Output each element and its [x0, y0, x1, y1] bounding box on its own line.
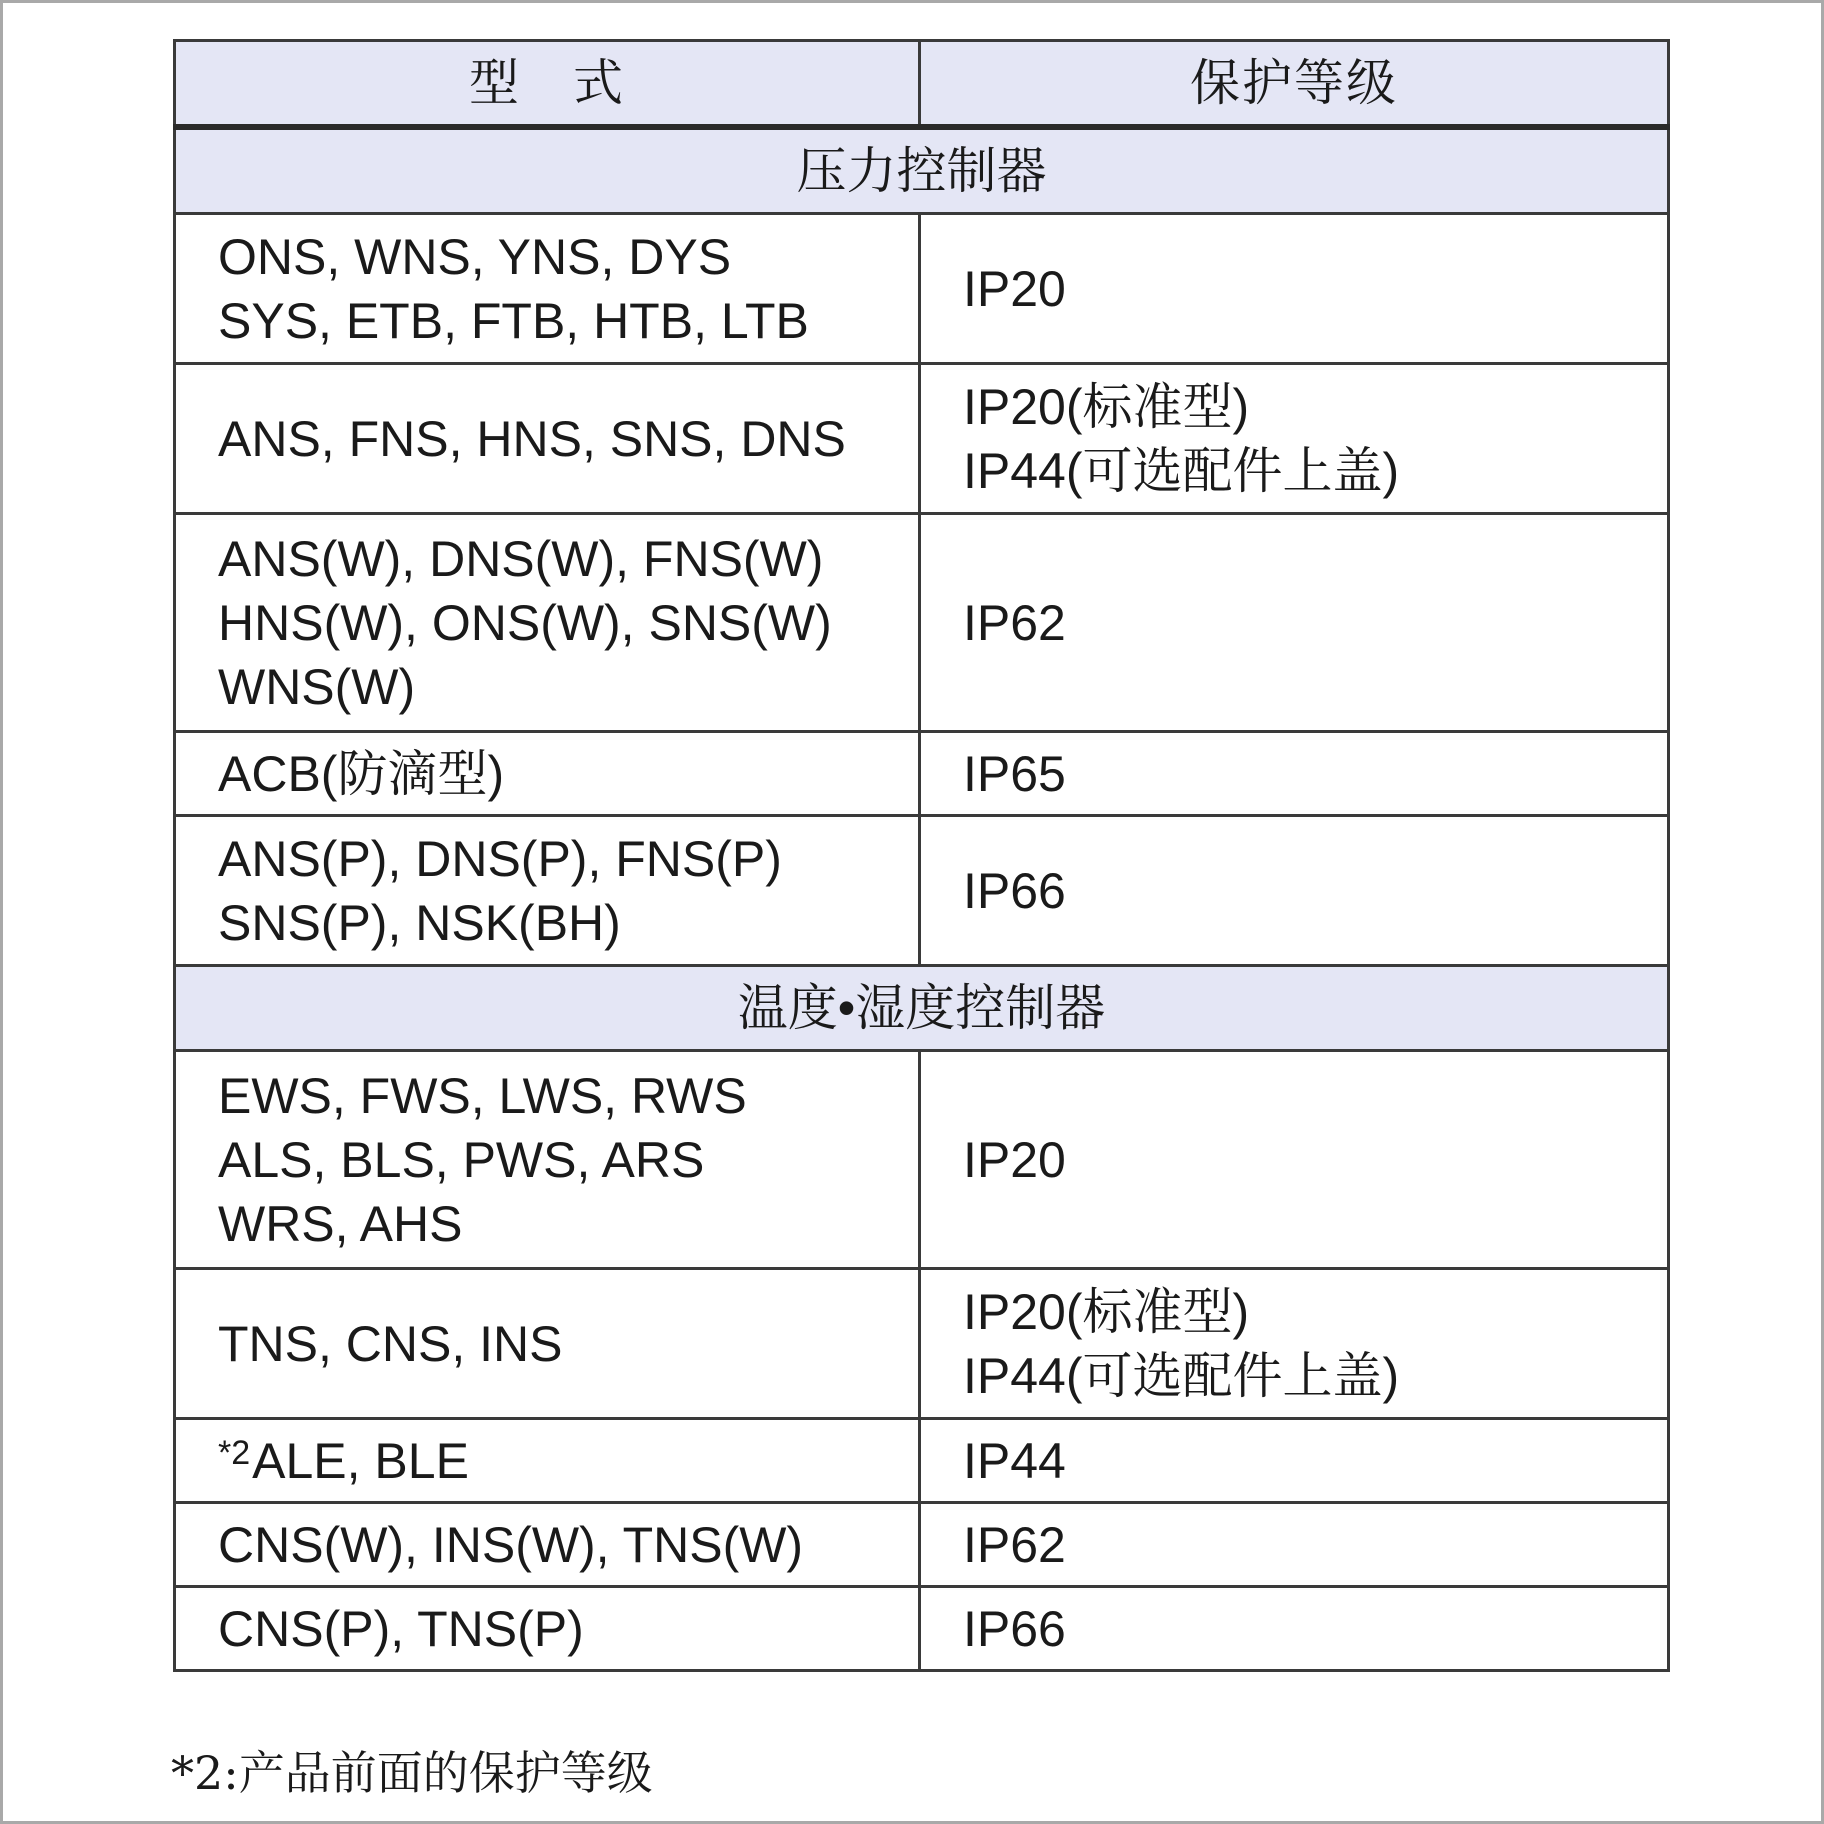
model-line: HNS(W), ONS(W), SNS(W) [218, 594, 832, 651]
section-title: 温度•湿度控制器 [175, 966, 1669, 1051]
table-row [175, 1051, 1669, 1269]
protection-level-line: IP66 [963, 1600, 1066, 1657]
header-model: 型 式 [175, 41, 920, 128]
protection-level-line: IP20 [963, 1131, 1066, 1188]
model-line: ACB(防滴型) [218, 745, 505, 802]
protection-level-line: IP20(标准型) [963, 1283, 1250, 1340]
protection-level-cell [920, 1051, 1669, 1269]
protection-level-line: IP20(标准型) [963, 378, 1250, 435]
protection-level-cell [920, 732, 1669, 816]
protection-level-cell [920, 1503, 1669, 1587]
model-cell [175, 732, 920, 816]
protection-level-cell [920, 1587, 1669, 1671]
footnote-marker: *2 [218, 1433, 251, 1472]
model-text: ALE, BLE [252, 1432, 469, 1489]
model-line: CNS(P), TNS(P) [218, 1600, 584, 1657]
model-cell [175, 1051, 920, 1269]
model-line: ANS, FNS, HNS, SNS, DNS [218, 410, 846, 467]
protection-level-cell [920, 364, 1669, 514]
section-row [175, 966, 1669, 1051]
model-line: WNS(W) [218, 658, 416, 715]
model-line: WRS, AHS [218, 1195, 463, 1252]
model-cell [175, 514, 920, 732]
section-row [175, 127, 1669, 214]
model-cell [175, 1269, 920, 1419]
model-line: EWS, FWS, LWS, RWS [218, 1067, 747, 1124]
protection-level-line: IP20 [963, 260, 1066, 317]
model-cell [175, 816, 920, 966]
model-cell [175, 1419, 920, 1503]
model-cell [175, 1587, 920, 1671]
table-row [175, 1269, 1669, 1419]
protection-level-line: IP65 [963, 745, 1066, 802]
table-header-row [175, 41, 1669, 128]
table-row [175, 514, 1669, 732]
model-line: SYS, ETB, FTB, HTB, LTB [218, 292, 809, 349]
ip-rating-table [173, 39, 1670, 1672]
table-row [175, 732, 1669, 816]
model-line [218, 1429, 918, 1493]
protection-level-cell [920, 214, 1669, 364]
protection-level-line: IP44(可选配件上盖) [963, 1347, 1400, 1404]
model-line: TNS, CNS, INS [218, 1315, 563, 1372]
protection-level-line: IP66 [963, 862, 1066, 919]
protection-level-line: IP44(可选配件上盖) [963, 442, 1400, 499]
table-row [175, 1587, 1669, 1671]
section-title: 压力控制器 [175, 127, 1669, 214]
table-row [175, 214, 1669, 364]
model-line: ALS, BLS, PWS, ARS [218, 1131, 705, 1188]
model-cell [175, 364, 920, 514]
protection-level-line: IP62 [963, 1516, 1066, 1573]
model-line: ANS(P), DNS(P), FNS(P) [218, 830, 782, 887]
footnote: *2:产品前面的保护等级 [171, 1746, 653, 1800]
protection-level-cell [920, 1269, 1669, 1419]
protection-level-cell [920, 816, 1669, 966]
model-line: CNS(W), INS(W), TNS(W) [218, 1516, 804, 1573]
model-cell [175, 1503, 920, 1587]
table-row [175, 364, 1669, 514]
model-line: ONS, WNS, YNS, DYS [218, 228, 732, 285]
table-body [175, 127, 1669, 1671]
model-line: SNS(P), NSK(BH) [218, 894, 621, 951]
protection-level-cell [920, 514, 1669, 732]
model-line: ANS(W), DNS(W), FNS(W) [218, 530, 824, 587]
model-cell [175, 214, 920, 364]
table-row [175, 1419, 1669, 1503]
protection-level-cell [920, 1419, 1669, 1503]
protection-level-line: IP44 [963, 1432, 1066, 1489]
header-protection-level: 保护等级 [920, 41, 1669, 128]
table-row [175, 816, 1669, 966]
protection-level-line: IP62 [963, 594, 1066, 651]
table-row [175, 1503, 1669, 1587]
